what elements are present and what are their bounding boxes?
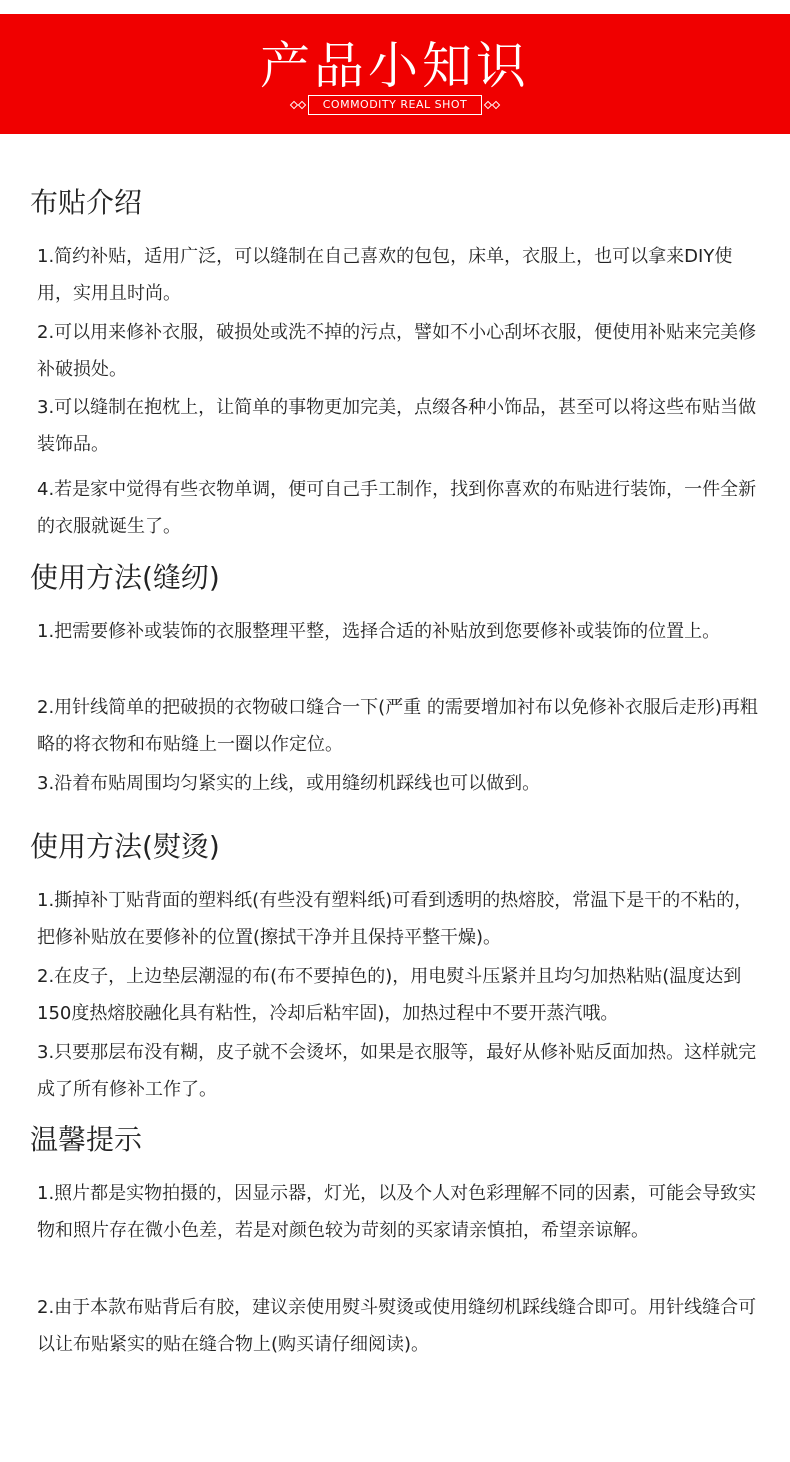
title-banner (0, 14, 790, 134)
banner-subtitle-row (0, 94, 790, 116)
diamond-ornament-right-icon (485, 102, 499, 108)
section-item: 1.简约补贴，适用广泛，可以缝制在自己喜欢的包包，床单，衣服上，也可以拿来DIY使用，实用且时尚。 (37, 246, 733, 304)
section-heading-tips: 温馨提示 (30, 1123, 143, 1156)
section-item: 1.把需要修补或装饰的衣服整理平整，选择合适的补贴放到您要修补或装饰的位置上。 (37, 621, 721, 642)
section-item: 4.若是家中觉得有些衣物单调，便可自己手工制作，找到你喜欢的布贴进行装饰，一件全新的衣服就诞生了。 (37, 479, 757, 537)
section-heading-intro: 布贴介绍 (30, 186, 143, 219)
section-item: 1.撕掉补丁贴背面的塑料纸(有些没有塑料纸)可看到透明的热熔胶，常温下是干的不粘的，把修补贴放在要修补的位置(擦拭干净并且保持平整干燥)。 (37, 890, 753, 948)
section-item: 2.可以用来修补衣服，破损处或洗不掉的污点，譬如不小心刮坏衣服，便使用补贴来完美修补破损处。 (37, 322, 757, 380)
section-item: 2.由于本款布贴背后有胶，建议亲使用熨斗熨烫或使用缝纫机踩线缝合即可。用针线缝合可以让布贴紧实的贴在缝合物上(购买请仔细阅读)。 (37, 1297, 757, 1355)
section-item: 3.只要那层布没有糊，皮子就不会烫坏，如果是衣服等，最好从修补贴反面加热。这样就完成了所有修补工作了。 (37, 1042, 757, 1100)
section-item: 3.可以缝制在抱枕上，让简单的事物更加完美，点缀各种小饰品，甚至可以将这些布贴当做装饰品。 (37, 397, 757, 455)
section-heading-sewing: 使用方法(缝纫) (30, 561, 220, 594)
banner-subtitle: COMMODITY REAL SHOT (308, 95, 483, 115)
diamond-ornament-left-icon (291, 102, 305, 108)
page-title: 产品小知识 (260, 37, 530, 95)
section-item: 2.在皮子，上边垫层潮湿的布(布不要掉色的)，用电熨斗压紧并且均匀加热粘贴(温度达到150度热熔胶融化具有粘性，冷却后粘牢固)，加热过程中不要开蒸汽哦。 (37, 966, 742, 1024)
section-item: 2.用针线简单的把破损的衣物破口缝合一下(严重 的需要增加衬布以免修补衣服后走形)再粗略的将衣物和布贴缝上一圈以作定位。 (37, 697, 758, 755)
section-item: 3.沿着布贴周围均匀紧实的上线，或用缝纫机踩线也可以做到。 (37, 773, 541, 794)
section-item: 1.照片都是实物拍摄的，因显示器，灯光，以及个人对色彩理解不同的因素，可能会导致实物和照片存在微小色差，若是对颜色较为苛刻的买家请亲慎拍，希望亲谅解。 (37, 1183, 757, 1241)
section-heading-ironing: 使用方法(熨烫) (30, 830, 220, 863)
